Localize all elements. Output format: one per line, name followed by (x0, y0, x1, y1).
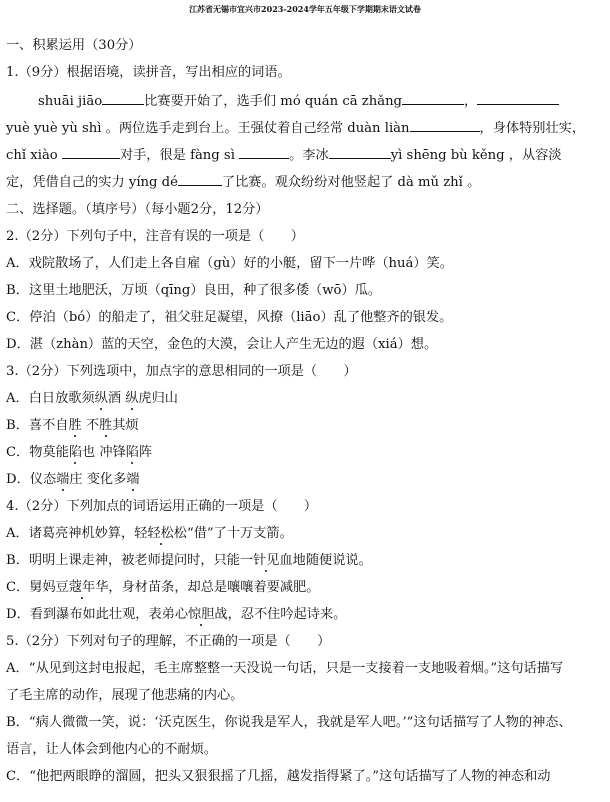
q1-line4: 定，凭借自己的实力 yíng dé 了比赛。观众纷纷对他竖起了 dà mǔ zhǐ 。 (6, 172, 480, 193)
q5-option-b-line1: B．“病人微微一笑，说：‘沃克医生，你说我是军人，我就是军人吧。’”这句话描写了人物的神态、 (6, 715, 572, 730)
q2-option-d: D．湛（zhàn）蓝的天空，金色的大漠，会让人产生无边的遐（xiá）想。 (6, 337, 438, 352)
emphasis-phrase: 豆蔻年华 (55, 580, 109, 595)
emphasis-char: 陷 (125, 445, 139, 460)
q2-option-c: C．停泊（bó）的船走了，祖父驻足凝望，风撩（liāo）乱了他整齐的银发。 (6, 310, 453, 325)
q1-text-1: 比赛要开始了，选手们 mó quán cā zhǎng (144, 94, 403, 109)
q2-option-b: B．这里土地肥沃，万顷（qīng）良田，种了很多倭（wō）瓜。 (6, 283, 382, 298)
q1-stem: 1.（9分）根据语境，读拼音，写出相应的词语。 (6, 65, 291, 80)
q1-line3: chǐ xiào 对手，很是 fàng sì 。李冰 yì shēng bù kěng ，从容淡 (6, 145, 562, 166)
section1-heading: 一、积累运用（30分） (6, 38, 142, 53)
emphasis-phrase: 心惊胆战 (174, 607, 228, 622)
q5-option-a-line1: A．“从见到这封电报起，毛主席整整一天没说一句话，只是一支接着一支地吸着烟。”这句话描写 (6, 661, 564, 676)
answer-blank[interactable] (239, 145, 289, 159)
emphasis-phrase: 轻轻松松 (134, 526, 187, 541)
q3-option-c: C．物莫能陷也 冲锋陷阵 (6, 445, 153, 460)
q1-line2: yuè yuè yù shì 。两位选手走到台上。王强仗着自己经常 duàn liàn ，身体特别壮实， (6, 118, 585, 139)
answer-blank[interactable] (62, 145, 120, 159)
answer-blank[interactable] (329, 145, 391, 159)
emphasis-char: 胜 (99, 418, 113, 433)
answer-blank[interactable] (102, 91, 144, 105)
exam-title: 江苏省无锡市宜兴市2023-2024学年五年级下学期期末语文试卷 (189, 4, 421, 14)
q4-option-b: B．明明上课走神，被老师提问时，只能一针见血地随便说说。 (6, 553, 372, 568)
q4-option-a: A．诸葛亮神机妙算，轻轻松松“借”了十万支箭。 (6, 526, 293, 541)
emphasis-char: 端 (56, 472, 70, 487)
q5-option-b-line2: 语言，让人体会到他内心的不耐烦。 (6, 742, 217, 757)
answer-blank[interactable] (402, 91, 464, 105)
q5-option-c-line1: C．“他把两眼睁的溜圆，把头又狠狠摇了几摇，越发指得紧了。”这句话描写了人物的神态和动 (6, 769, 551, 784)
answer-blank[interactable] (410, 118, 480, 132)
q5-option-a-line2: 了毛主席的动作，展现了他悲痛的内心。 (6, 688, 244, 703)
emphasis-char: 胜 (68, 418, 82, 433)
q1-pinyin-1: shuāi jiāo (38, 94, 103, 109)
q4-stem: 4.（2分）下列加点的词语运用正确的一项是（ ） (6, 499, 318, 514)
q3-option-b: B．喜不自胜 不胜其烦 (6, 418, 139, 433)
q2-option-a: A．戏院散场了，人们走上各自雇（gù）好的小艇，留下一片哗（huá）笑。 (6, 256, 453, 271)
emphasis-char: 纵 (94, 391, 108, 406)
q3-stem: 3.（2分）下列选项中，加点字的意思相同的一项是（ ） (6, 364, 357, 379)
q3-option-a: A．白日放歌须纵酒 纵虎归山 (6, 391, 178, 406)
q1-line1: shuāi jiāo 比赛要开始了，选手们 mó quán cā zhǎng ， (38, 91, 559, 112)
q4-option-c: C．舅妈豆蔻年华，身材苗条，却总是嚷嚷着要减肥。 (6, 580, 320, 595)
answer-blank[interactable] (178, 172, 222, 186)
emphasis-char: 陷 (68, 445, 83, 460)
section2-heading: 二、选择题。（填序号）（每小题2分，12分） (6, 202, 269, 217)
q2-stem: 2.（2分）下列句子中，注音有误的一项是（ ） (6, 229, 304, 244)
answer-blank[interactable] (477, 91, 559, 105)
q5-stem: 5.（2分）下列对句子的理解，不正确的一项是（ ） (6, 634, 331, 649)
q3-option-d: D．仪态端庄 变化多端 (6, 472, 140, 487)
emphasis-char: 端 (126, 472, 140, 487)
q4-option-d: D．看到瀑布如此壮观，表弟心惊胆战，忍不住吟起诗来。 (6, 607, 347, 622)
emphasis-char: 纵 (125, 391, 139, 406)
emphasis-phrase: 一针见血 (239, 553, 293, 568)
